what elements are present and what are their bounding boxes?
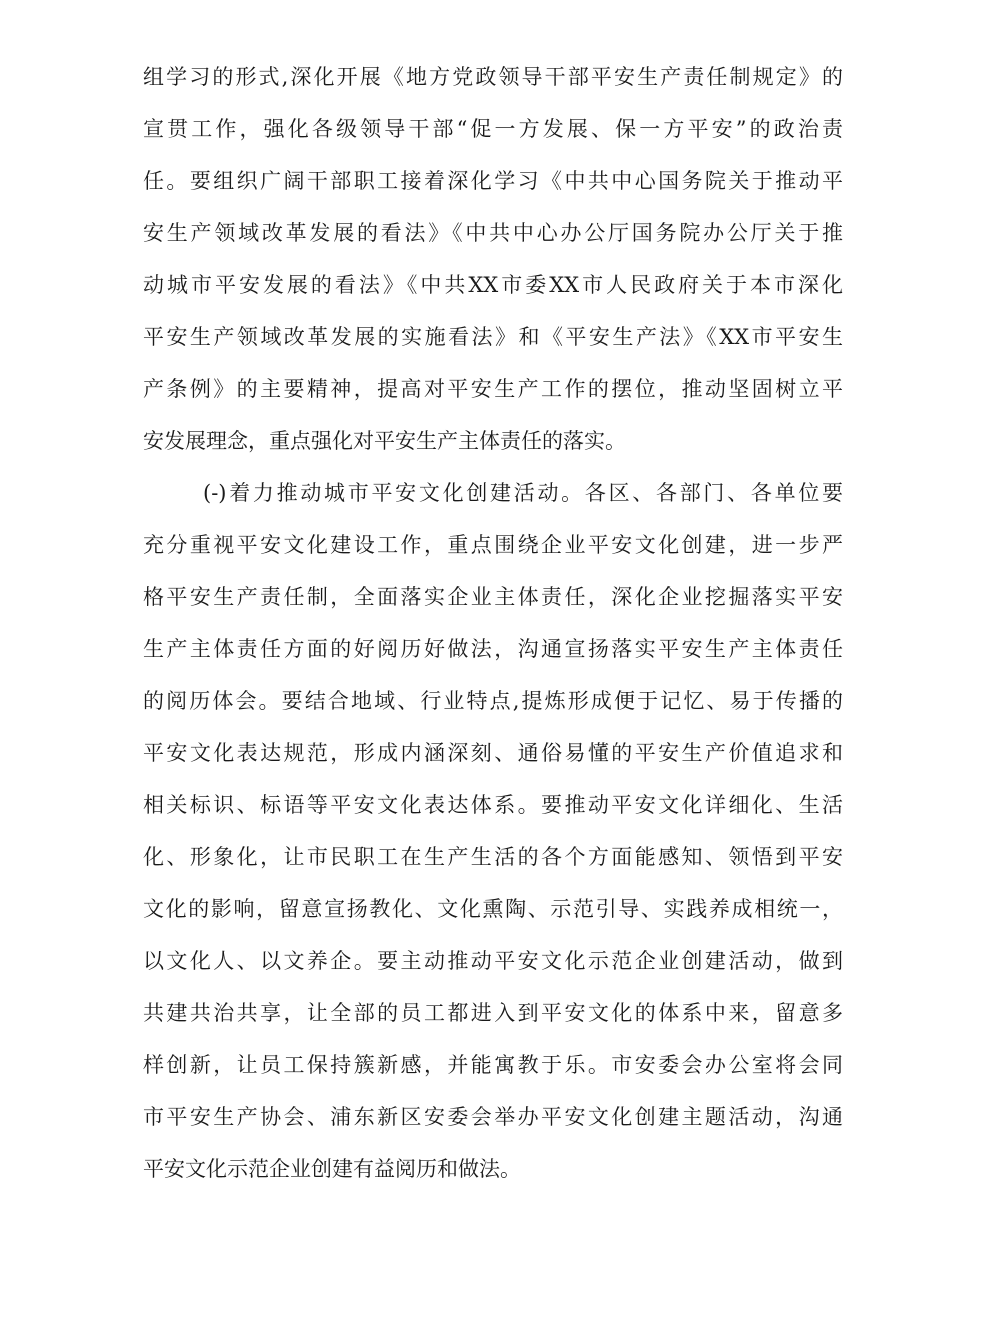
paragraph-2-line-9: 文化的影响，留意宣扬教化、文化熏陶、示范引导、实践养成相统一， xyxy=(143,897,843,921)
paragraph-1-line-3: 任。要组织广阔干部职工接着深化学习《中共中心国务院关于推动平 xyxy=(143,169,843,193)
paragraph-2-line-1: (-)着力推动城市平安文化创建活动。各区、各部门、各单位要 xyxy=(203,481,843,505)
paragraph-1-line-1: 组学习的形式,深化开展《地方党政领导干部平安生产责任制规定》的 xyxy=(143,65,843,89)
paragraph-2-line-14: 平安文化示范企业创建有益阅历和做法。 xyxy=(143,1157,521,1181)
paragraph-2-line-2: 充分重视平安文化建设工作，重点围绕企业平安文化创建，进一步严 xyxy=(143,533,843,557)
paragraph-1-line-2: 宣贯工作，强化各级领导干部“促一方发展、保一方平安”的政治责 xyxy=(143,117,843,141)
paragraph-2-line-13: 市平安生产协会、浦东新区安委会举办平安文化创建主题活动，沟通 xyxy=(143,1105,843,1129)
paragraph-2-line-3: 格平安生产责任制，全面落实企业主体责任，深化企业挖掘落实平安 xyxy=(143,585,843,609)
paragraph-2-line-8: 化、形象化，让市民职工在生产生活的各个方面能感知、领悟到平安 xyxy=(143,845,843,869)
paragraph-1-line-4: 安生产领域改革发展的看法》《中共中心办公厅国务院办公厅关于推 xyxy=(143,221,843,245)
paragraph-2-line-12: 样创新，让员工保持簇新感，并能寓教于乐。市安委会办公室将会同 xyxy=(143,1053,843,1077)
paragraph-2-line-7: 相关标识、标语等平安文化表达体系。要推动平安文化详细化、生活 xyxy=(143,793,843,817)
paragraph-1-line-7: 产条例》的主要精神，提高对平安生产工作的摆位，推动坚固树立平 xyxy=(143,377,843,401)
paragraph-2-line-4: 生产主体责任方面的好阅历好做法，沟通宣扬落实平安生产主体责任 xyxy=(143,637,843,661)
paragraph-2-line-6: 平安文化表达规范，形成内涵深刻、通俗易懂的平安生产价值追求和 xyxy=(143,741,843,765)
paragraph-2-line-5: 的阅历体会。要结合地域、行业特点,提炼形成便于记忆、易于传播的 xyxy=(143,689,843,713)
paragraph-2-line-10: 以文化人、以文养企。要主动推动平安文化示范企业创建活动，做到 xyxy=(143,949,843,973)
paragraph-1-line-6: 平安生产领域改革发展的实施看法》和《平安生产法》《XX市平安生 xyxy=(143,325,843,349)
paragraph-1-line-8: 安发展理念，重点强化对平安生产主体责任的落实。 xyxy=(143,429,626,453)
paragraph-2-line-11: 共建共治共享，让全部的员工都进入到平安文化的体系中来，留意多 xyxy=(143,1001,843,1025)
paragraph-1-line-5: 动城市平安发展的看法》《中共XX市委XX市人民政府关于本市深化 xyxy=(143,273,843,297)
